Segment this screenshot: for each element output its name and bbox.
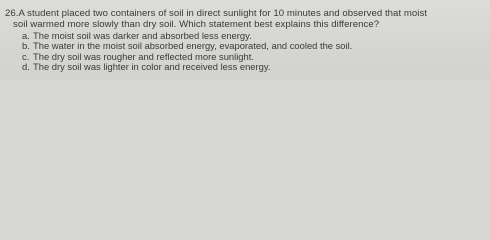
choice-text: The water in the moist soil absorbed energy, evaporated, and cooled the soil. [33, 40, 353, 52]
question-text-line-2: soil warmed more slowly than dry soil. Which statement best explains this difference? [13, 19, 380, 30]
choice-text: The moist soil was darker and absorbed less energy. [33, 30, 252, 41]
choice-letter: c. [22, 50, 30, 62]
question-text-line-1: A student placed two containers of soil in direct sunlight for 10 minutes and observed that moist [18, 8, 428, 19]
choice-text: The dry soil was rougher and reflected more sunlight. [33, 50, 254, 62]
question-number: 26. [5, 8, 19, 19]
answer-choices [22, 31, 352, 72]
choice-letter: b. [22, 40, 30, 52]
choice-letter: d. [22, 60, 30, 72]
choice-letter: a. [22, 30, 30, 41]
question-26 [5, 8, 487, 30]
worksheet-page [0, 0, 490, 80]
choice-d[interactable] [22, 62, 352, 72]
choice-text: The dry soil was lighter in color and received less energy. [33, 60, 271, 72]
question-line-1 [5, 8, 487, 19]
